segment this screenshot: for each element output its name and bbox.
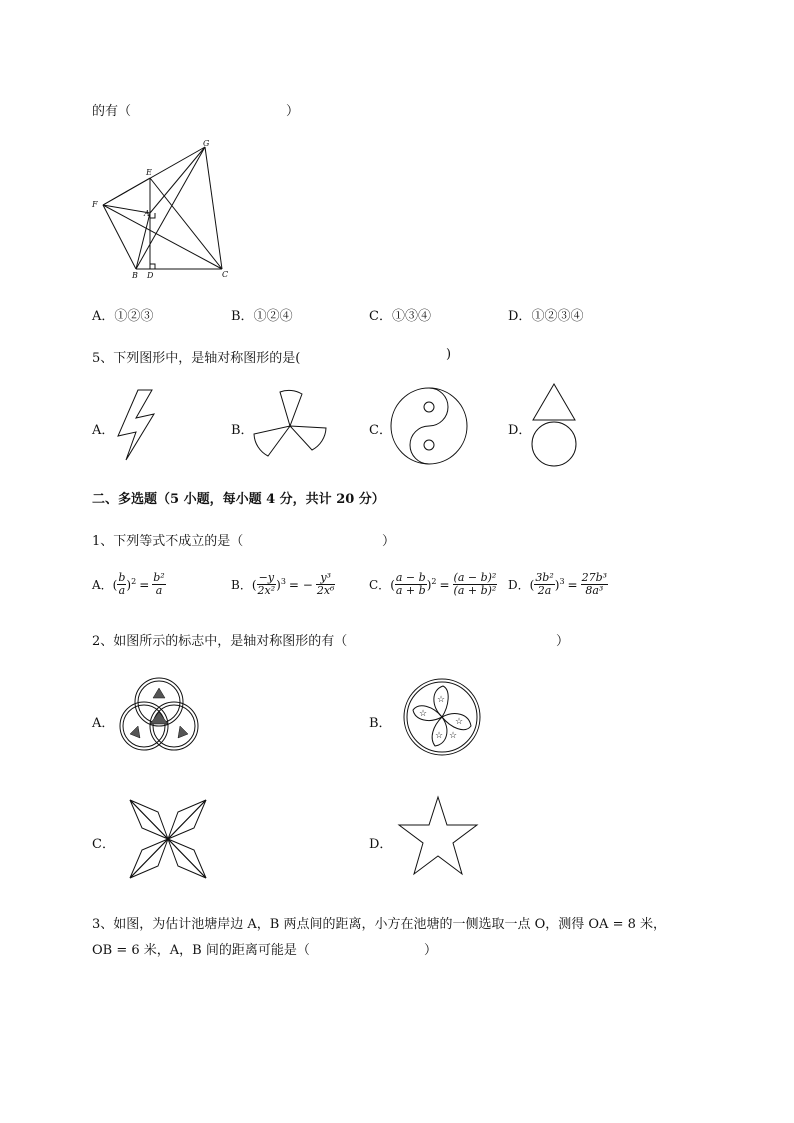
svg-text:☆: ☆ bbox=[455, 717, 464, 727]
seg-FB bbox=[103, 205, 136, 269]
m2-stem-close: ） bbox=[556, 634, 570, 649]
m2-option-a[interactable]: A． bbox=[92, 716, 115, 731]
butterfly-diamond-figure bbox=[124, 798, 212, 880]
seg-GB bbox=[136, 147, 205, 269]
label-D: D bbox=[147, 271, 154, 280]
q5-option-c[interactable]: C． bbox=[369, 423, 392, 438]
m1-option-a[interactable]: A． ( $\frac{b}{a}$ )$^2$ = $\frac{\text{b²}}{a}$ bbox=[92, 571, 165, 597]
right-angle-A bbox=[150, 213, 155, 218]
section-title-multi-choice: 二、多选题（5 小题，每小题 4 分，共计 20 分） bbox=[92, 492, 385, 507]
pinwheel-figure bbox=[250, 388, 330, 464]
m1-option-d[interactable]: D． ( $\frac{\text{3b²}}{2a}$ )$^3$ = $\frac{\text{27b³}}{\text{8a³}}$ bbox=[508, 571, 608, 597]
right-angle-D bbox=[150, 264, 155, 269]
seg-FC bbox=[103, 205, 222, 269]
m3-stem-line2: OB = 6 米，A，B 间的距离可能是（ bbox=[92, 943, 310, 958]
label-A: A bbox=[144, 209, 150, 218]
q4-option-c[interactable]: C．①③④ bbox=[369, 309, 431, 324]
bauhinia-emblem-figure bbox=[401, 676, 483, 758]
svg-text:☆: ☆ bbox=[435, 731, 444, 741]
label-G: G bbox=[203, 139, 210, 148]
m3-stem-close: ） bbox=[424, 943, 438, 958]
q4-geometry-figure bbox=[88, 138, 238, 284]
m2-option-b[interactable]: B． bbox=[369, 716, 392, 731]
q5-option-d[interactable]: D． bbox=[508, 423, 532, 438]
seg-FE bbox=[103, 178, 150, 205]
five-point-star-figure bbox=[397, 794, 479, 878]
m2-option-c[interactable]: C． bbox=[92, 837, 115, 852]
m1-option-c[interactable]: C． ( $\frac{a - b}{a + b}$ )$^2$ = $\frac{\text{(a − b)²}}{\text{(a + b)²}}$ bbox=[369, 571, 497, 597]
label-C: C bbox=[222, 270, 229, 279]
label-E: E bbox=[146, 168, 152, 177]
q5-stem: 5、下列图形中，是轴对称图形的是( bbox=[92, 351, 301, 366]
q5-option-b[interactable]: B． bbox=[231, 423, 254, 438]
triquetra-logo-figure bbox=[116, 674, 202, 754]
q4-stem-tail: 的有（ bbox=[92, 104, 132, 119]
m2-option-d[interactable]: D． bbox=[369, 837, 393, 852]
seg-GA bbox=[150, 147, 205, 213]
m1-stem-close: ） bbox=[382, 534, 396, 549]
m1-option-b[interactable]: B． ( $\frac{-y}{\text{2x²}}$ )$^3$ = − $\frac{\text{y³}}{\text{2x⁶}}$ bbox=[231, 571, 335, 597]
lightning-bolt-figure bbox=[114, 388, 160, 464]
m3-stem-line1: 3、如图，为估计池塘岸边 A，B 两点间的距离，小方在池塘的一侧选取一点 O，测得 OA = 8 米， bbox=[92, 917, 667, 932]
q5-option-a[interactable]: A． bbox=[92, 423, 115, 438]
yin-yang-figure bbox=[389, 386, 469, 466]
m2-stem: 2、如图所示的标志中，是轴对称图形的有（ bbox=[92, 634, 348, 649]
svg-text:☆: ☆ bbox=[437, 695, 446, 705]
q5-stem-close: ) bbox=[446, 347, 452, 362]
q4-option-a[interactable]: A．①②③ bbox=[92, 309, 154, 324]
q4-option-d[interactable]: D．①②③④ bbox=[508, 309, 584, 324]
label-F: F bbox=[92, 200, 98, 209]
q4-option-b[interactable]: B．①②④ bbox=[231, 309, 293, 324]
m1-stem: 1、下列等式不成立的是（ bbox=[92, 534, 244, 549]
svg-text:☆: ☆ bbox=[449, 731, 458, 741]
svg-text:☆: ☆ bbox=[419, 709, 428, 719]
q4-stem-close: ） bbox=[286, 104, 300, 119]
label-B: B bbox=[132, 271, 138, 280]
seg-AB bbox=[136, 213, 150, 269]
triangle-circle-figure bbox=[528, 382, 580, 468]
